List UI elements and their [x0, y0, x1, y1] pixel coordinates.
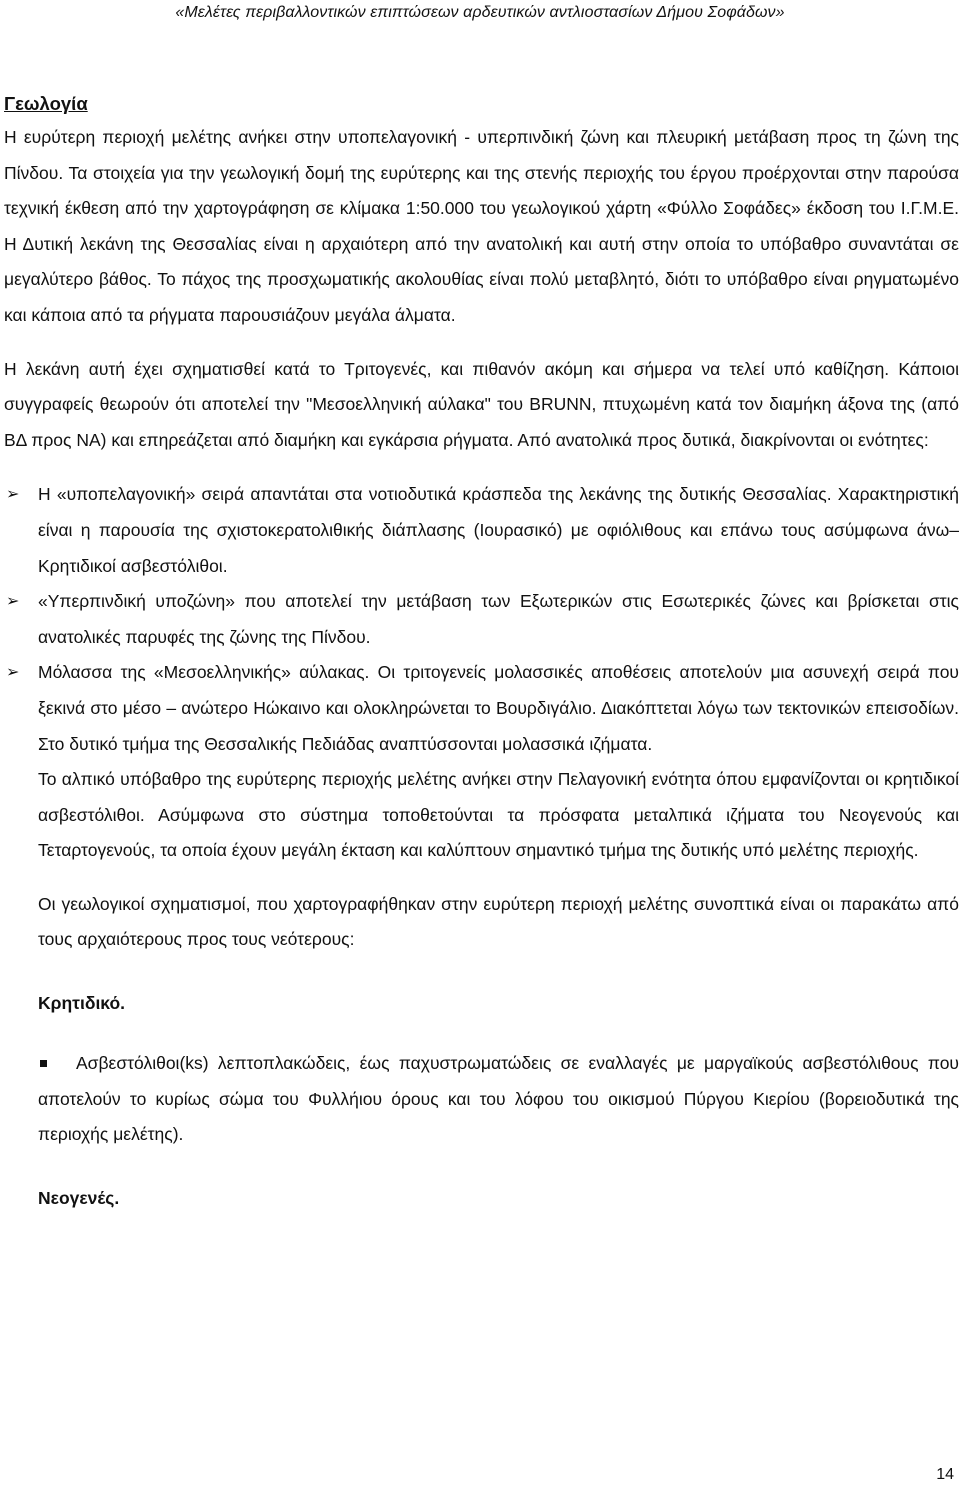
square-bullet-icon	[40, 1060, 47, 1067]
list-item	[4, 1046, 959, 1153]
running-header: «Μελέτες περιβαλλοντικών επιπτώσεων αρδευτικών αντλιοστασίων Δήμου Σοφάδων»	[175, 4, 785, 21]
list-item-text: Ασβεστόλιθοι(ks) λεπτοπλακώδεις, έως παχυστρωματώδεις σε εναλλαγές με μαργαϊκούς ασβεστόλιθους που αποτελούν το κυρίως σώμα του Φυλλήιου όρους και του λόφου του οικισμού Πύργου Κιερίου (βορειοδυτικά της περιοχής μελέτης).	[38, 1053, 959, 1145]
section-heading-geology: Γεωλογία	[4, 93, 88, 114]
paragraph-formations: Οι γεωλογικοί σχηματισμοί, που χαρτογραφήθηκαν στην ευρύτερη περιοχή μελέτης συνοπτικά είναι οι παρακάτω από τους αρχαιότερους προς τους νεότερους:	[38, 893, 959, 950]
paragraph-basin: Η λεκάνη αυτή έχει σχηματισθεί κατά το Τριτογενές, και πιθανόν ακόμη και σήμερα να τελεί υπό καθίζηση. Κάποιοι συγγραφείς θεωρούν ότι αποτελεί την "Μεσοελληνική αύλακα" του BRUNN, πτυχωμένη κατά τον διαμήκη άξονα της (από ΒΔ προς ΝΑ) και επηρεάζεται από διαμήκη και εγκάρσια ρήγματα. Από ανατολικά προς δυτικά, διακρίνονται οι ενότητες:	[4, 358, 959, 450]
subheading-cretaceous: Κρητιδικό.	[38, 993, 126, 1014]
list-item-text: Μόλασσα της «Μεσοελληνικής» αύλακας. Οι τριτογενείς μολασσικές αποθέσεις αποτελούν μια ασυνεχή σειρά που ξεκινά στο μέσο – ανώτερο Ηώκαινο και ολοκληρώνεται το Βουρδιγάλιο. Διακόπτεται λόγω των τεκτονικών επεισοδίων. Στο δυτικό τμήμα της Θεσσαλικής Πεδιάδας αναπτύσσονται μολασσικά ιζήματα.	[38, 662, 959, 754]
list-item	[4, 655, 959, 762]
list-item-text: Η «υποπελαγονική» σειρά απαντάται στα νοτιοδυτικά κράσπεδα της λεκάνης της δυτικής Θεσσαλίας. Χαρακτηριστική είναι η παρουσία της σχιστοκερατολιθικής διάπλασης (Ιουρασικό) με οφιόλιθους και επάνω τους ασύμφωνα άνω–Κρητιδικοί ασβεστόλιθοι.	[38, 484, 959, 576]
arrowhead-bullet-icon: ➢	[6, 593, 20, 611]
subheading-neogene: Νεογενές.	[38, 1187, 120, 1208]
units-list	[4, 477, 959, 762]
paragraph-alpine-basement: Το αλπικό υπόβαθρο της ευρύτερης περιοχής μελέτης ανήκει στην Πελαγονική ενότητα όπου εμφανίζονται οι κρητιδικοί ασβεστόλιθοι. Ασύμφωνα στο σύστημα τοποθετούνται τα πρόσφατα μεταλπικά ιζήματα του Νεογενούς και Τεταρτογενούς, τα οποία έχουν μεγάλη έκταση και καλύπτουν σημαντικό τμήμα της δυτικής υπό μελέτης περιοχής.	[38, 769, 959, 861]
page-number: 14	[936, 1466, 954, 1483]
paragraph-intro: Η ευρύτερη περιοχή μελέτης ανήκει στην υποπελαγονική - υπερπινδική ζώνη και πλευρική μετάβαση προς τη ζώνη της Πίνδου. Τα στοιχεία για την γεωλογική δομή της ευρύτερης και της στενής περιοχής του έργου προέρχονται στην παρούσα τεχνική έκθεση από την χαρτογράφηση σε κλίμακα 1:50.000 του γεωλογικού χάρτη «Φύλλο Σοφάδες» έκδοση του Ι.Γ.Μ.Ε. Η Δυτική λεκάνη της Θεσσαλίας είναι η αρχαιότερη από την ανατολική και αυτή στην οποία το υπόβαθρο συναντάται σε μεγαλύτερο βάθος. Το πάχος της προσχωματικής ακολουθίας είναι πολύ μεταβλητό, διότι το υπόβαθρο είναι ρηγματωμένο και κάποια από τα ρήγματα παρουσιάζουν μεγάλα άλματα.	[4, 127, 959, 325]
list-item	[4, 584, 959, 655]
arrowhead-bullet-icon: ➢	[6, 664, 20, 682]
list-item-text: «Υπερπινδική υποζώνη» που αποτελεί την μετάβαση των Εξωτερικών στις Εσωτερικές ζώνες και βρίσκεται στις ανατολικές παρυφές της ζώνης της Πίνδου.	[38, 591, 959, 647]
list-item	[4, 477, 959, 584]
arrowhead-bullet-icon: ➢	[6, 486, 20, 504]
page-content	[4, 89, 959, 1216]
